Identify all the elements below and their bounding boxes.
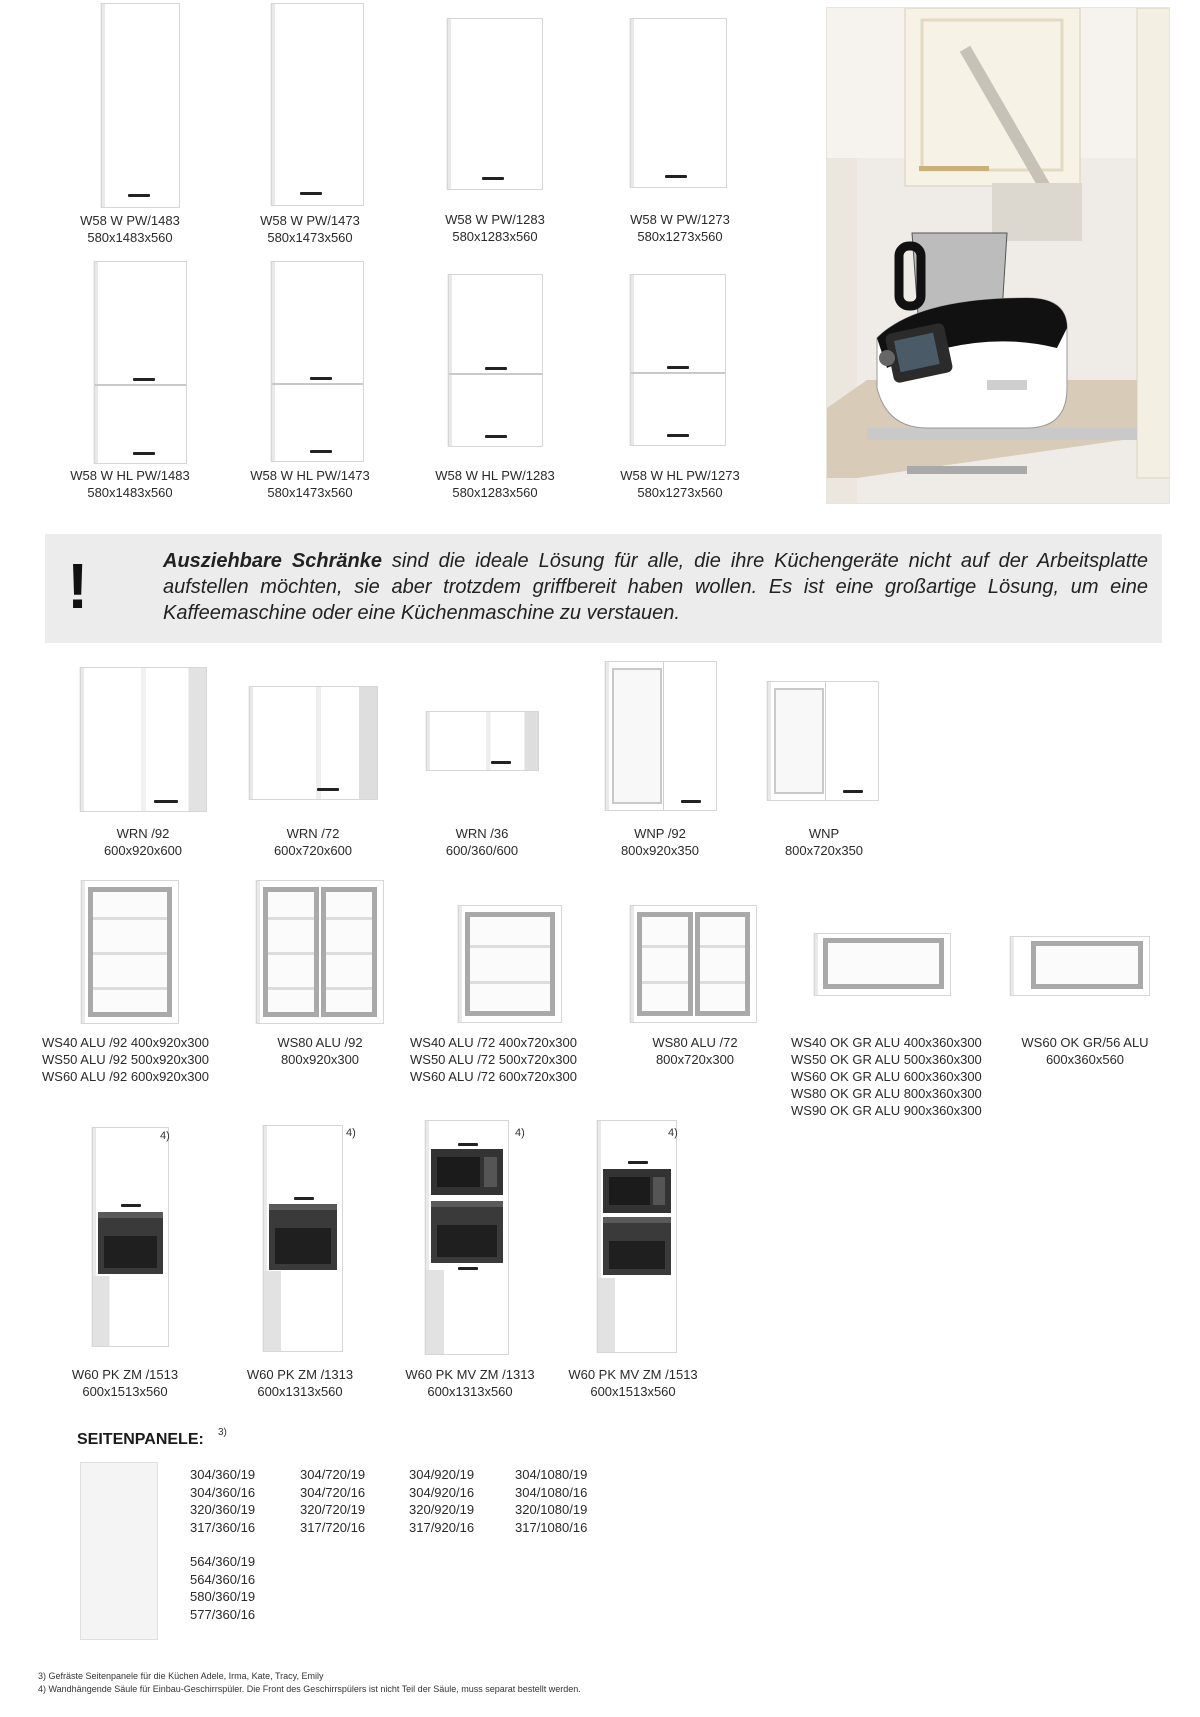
- cabinet-w58-pw-1283: [440, 18, 550, 190]
- glass-cabinet-ws-92: [80, 880, 180, 1024]
- cabinet-image: [448, 274, 543, 447]
- glass-cabinet-line: WS80 ALU /72: [652, 1035, 738, 1050]
- cabinet-dims: 800x920x350: [620, 843, 700, 858]
- cabinet-dims: 580x1483x560: [87, 230, 173, 245]
- panel-item: 304/720/19: [300, 1467, 366, 1482]
- column-dims: 600x1513x560: [82, 1384, 168, 1399]
- cabinet-image: [81, 880, 179, 1024]
- cabinet-code: WNP: [808, 826, 840, 841]
- cabinet-label: [235, 467, 385, 501]
- glass-cabinet-ws60-ok-gr-56: [1005, 936, 1155, 996]
- cabinet-image: [597, 1120, 677, 1353]
- panel-item: 564/360/16: [190, 1571, 256, 1587]
- glass-cabinet-line: WS80 ALU /92: [277, 1035, 363, 1050]
- panel-item: 317/360/16: [190, 1519, 256, 1535]
- glass-cabinet-ws80-92: [255, 880, 385, 1024]
- glass-cabinet-label: [1000, 1034, 1170, 1068]
- cabinet-image: [101, 3, 180, 208]
- cabinet-image: [630, 18, 727, 188]
- cabinet-image: [1010, 936, 1150, 996]
- cabinet-label: [749, 825, 899, 859]
- cabinet-dims: 580x1273x560: [637, 229, 723, 244]
- column-label: [390, 1366, 550, 1400]
- cabinet-label: [68, 825, 218, 859]
- cabinet-dims: 580x1273x560: [637, 485, 723, 500]
- glass-cabinet-line: WS50 OK GR ALU 500x360x300: [791, 1052, 982, 1067]
- cabinet-w58-hl-pw-1483: [80, 261, 200, 464]
- cabinet-label: [605, 211, 755, 245]
- column-w60-pk-mv-zm-1313: [422, 1120, 512, 1355]
- glass-cabinet-line: WS40 OK GR ALU 400x360x300: [791, 1035, 982, 1050]
- column-label: [225, 1366, 375, 1400]
- cabinet-w58-hl-pw-1473: [257, 261, 377, 462]
- cabinet-dims: 600/360/600: [445, 843, 519, 858]
- cabinet-code: WRN /36: [455, 826, 509, 841]
- panel-item: 320/720/19: [300, 1502, 366, 1517]
- panel-list-col1: [190, 1466, 255, 1536]
- glass-cabinet-line: WS60 OK GR/56 ALU: [1021, 1035, 1149, 1050]
- cabinet-image: [263, 1125, 343, 1352]
- panel-list-col2: [300, 1466, 365, 1536]
- column-w60-pk-zm-1513: [85, 1127, 175, 1347]
- glass-cabinet-line: WS50 ALU /92 500x920x300: [42, 1052, 209, 1067]
- glass-cabinet-line: WS90 OK GR ALU 900x360x300: [791, 1103, 982, 1118]
- glass-cabinet-line: 600x360x560: [1045, 1052, 1125, 1067]
- cabinet-label: [605, 467, 755, 501]
- column-code: W60 PK ZM /1513: [71, 1367, 179, 1382]
- cabinet-code: W58 W HL PW/1473: [250, 468, 370, 483]
- cabinet-w58-hl-pw-1273: [623, 274, 733, 446]
- footnote-marker: 3): [218, 1427, 227, 1438]
- footnote-marker: 4): [346, 1127, 356, 1139]
- column-dims: 600x1513x560: [590, 1384, 676, 1399]
- cabinet-w58-hl-pw-1283: [440, 274, 550, 447]
- cabinet-code: WNP /92: [634, 826, 686, 841]
- panel-item: 304/720/16: [300, 1484, 366, 1500]
- cabinet-label: [55, 467, 205, 501]
- cabinet-image: [630, 905, 757, 1023]
- glass-cabinet-line: WS40 ALU /92 400x920x300: [42, 1035, 209, 1050]
- panel-item: 317/720/16: [300, 1519, 366, 1535]
- panel-item: 304/1080/16: [515, 1484, 588, 1500]
- side-panels-title: SEITENPANELE:: [77, 1431, 204, 1448]
- cabinet-code: W58 W HL PW/1283: [435, 468, 555, 483]
- footnote-marker: 4): [160, 1130, 170, 1142]
- panel-item: 304/360/16: [190, 1484, 256, 1500]
- cabinet-dims: 580x1283x560: [452, 485, 538, 500]
- info-text: [163, 548, 1148, 626]
- panel-item: 577/360/16: [190, 1606, 256, 1622]
- cabinet-image: [630, 274, 726, 446]
- panel-item: 320/1080/19: [515, 1502, 588, 1517]
- cabinet-code: WRN /92: [116, 826, 170, 841]
- cabinet-image: [80, 667, 207, 812]
- panel-item: 564/360/19: [190, 1554, 256, 1569]
- cabinet-w58-pw-1483: [80, 3, 200, 208]
- column-w60-pk-zm-1313: [258, 1125, 348, 1352]
- glass-cabinet-ws80-72: [628, 905, 758, 1023]
- glass-cabinet-line: WS50 ALU /72 500x720x300: [410, 1052, 577, 1067]
- cabinet-label: [420, 211, 570, 245]
- cabinet-label: [407, 825, 557, 859]
- cabinet-image: [767, 681, 879, 801]
- cabinet-label: [235, 212, 385, 246]
- glass-cabinet-line: WS80 OK GR ALU 800x360x300: [791, 1086, 982, 1101]
- photo-illustration: [827, 8, 1170, 504]
- cabinet-image: [458, 905, 562, 1023]
- panel-item: 317/920/16: [409, 1519, 475, 1535]
- cabinet-w58-pw-1473: [257, 3, 377, 206]
- glass-cabinet-label: [410, 1034, 610, 1085]
- cabinet-label: [55, 212, 205, 246]
- cabinet-dims: 580x1473x560: [267, 485, 353, 500]
- cabinet-code: W58 W PW/1483: [80, 213, 180, 228]
- column-dims: 600x1313x560: [257, 1384, 343, 1399]
- column-w60-pk-mv-zm-1513: [592, 1120, 682, 1353]
- info-box: [45, 534, 1162, 643]
- cabinet-wnp-92: [603, 661, 718, 811]
- panel-item: 320/360/19: [190, 1502, 256, 1517]
- panel-item: 304/360/19: [190, 1467, 256, 1482]
- glass-cabinet-line: 800x920x300: [280, 1052, 360, 1067]
- cabinet-image: [271, 3, 364, 206]
- cabinet-code: WRN /72: [286, 826, 340, 841]
- footnote-4: 4) Wandhängende Säule für Einbau-Geschirrspüler. Die Front des Geschirrspülers ist nicht Teil der Säule, muss separat bestellt werden.: [38, 1684, 581, 1694]
- panel-list-col5: [190, 1553, 255, 1623]
- cabinet-image: [256, 880, 384, 1024]
- column-label: [553, 1366, 713, 1400]
- cabinet-wnp: [765, 681, 880, 801]
- footnote-3: 3) Gefräste Seitenpanele für die Küchen Adele, Irma, Kate, Tracy, Emily: [38, 1671, 324, 1681]
- glass-cabinet-line: WS60 ALU /72 600x720x300: [410, 1069, 577, 1084]
- glass-cabinet-ws-72: [455, 905, 565, 1023]
- glass-cabinet-line: WS60 ALU /92 600x920x300: [42, 1069, 209, 1084]
- glass-cabinet-label: [791, 1034, 1001, 1119]
- cabinet-wrn-92: [78, 667, 208, 812]
- cabinet-dims: 600x720x600: [273, 843, 353, 858]
- cabinet-image: [814, 933, 951, 996]
- cabinet-image: [271, 261, 364, 462]
- cabinet-dims: 580x1283x560: [452, 229, 538, 244]
- panel-list-col3: [409, 1466, 474, 1536]
- cabinet-dims: 800x720x350: [784, 843, 864, 858]
- panel-item: 304/920/19: [409, 1467, 475, 1482]
- footnote-marker: 4): [515, 1127, 525, 1139]
- column-label: [50, 1366, 200, 1400]
- column-code: W60 PK MV ZM /1313: [405, 1367, 535, 1382]
- panel-item: 304/1080/19: [515, 1467, 588, 1482]
- glass-cabinet-label: [42, 1034, 242, 1085]
- column-dims: 600x1313x560: [427, 1384, 513, 1399]
- cabinet-code: W58 W PW/1283: [445, 212, 545, 227]
- cabinet-image: [426, 711, 539, 771]
- panel-item: 317/1080/16: [515, 1519, 588, 1535]
- column-code: W60 PK ZM /1313: [246, 1367, 354, 1382]
- cabinet-code: W58 W PW/1473: [260, 213, 360, 228]
- cabinet-image: [94, 261, 187, 464]
- cabinet-wrn-72: [248, 686, 378, 800]
- exclamation-mark-icon: !: [67, 550, 89, 622]
- kitchen-appliance-photo: [826, 7, 1170, 504]
- cabinet-wrn-36: [425, 711, 540, 771]
- footnote-marker: 4): [668, 1127, 678, 1139]
- info-text-bold: Ausziehbare Schränke: [163, 550, 382, 572]
- cabinet-label: [585, 825, 735, 859]
- side-panel-image: [80, 1462, 158, 1640]
- cabinet-w58-pw-1273: [623, 18, 733, 188]
- column-code: W60 PK MV ZM /1513: [568, 1367, 698, 1382]
- cabinet-image: [92, 1127, 169, 1347]
- cabinet-image: [249, 686, 378, 800]
- panel-item: 320/920/19: [409, 1502, 475, 1517]
- cabinet-image: [447, 18, 543, 190]
- panel-item: 304/920/16: [409, 1484, 475, 1500]
- glass-cabinet-line: WS60 OK GR ALU 600x360x300: [791, 1069, 982, 1084]
- cabinet-dims: 580x1473x560: [267, 230, 353, 245]
- panel-list-col4: [515, 1466, 587, 1536]
- glass-cabinet-line: 800x720x300: [655, 1052, 735, 1067]
- panel-item: 580/360/19: [190, 1589, 256, 1604]
- cabinet-dims: 600x920x600: [103, 843, 183, 858]
- glass-cabinet-ws-ok-gr: [812, 933, 952, 996]
- cabinet-code: W58 W HL PW/1483: [70, 468, 190, 483]
- cabinet-image: [605, 661, 717, 811]
- cabinet-label: [420, 467, 570, 501]
- cabinet-code: W58 W PW/1273: [630, 212, 730, 227]
- cabinet-image: [425, 1120, 509, 1355]
- glass-cabinet-line: WS40 ALU /72 400x720x300: [410, 1035, 577, 1050]
- cabinet-label: [238, 825, 388, 859]
- info-text-body: sind die ideale Lösung für alle, die ihre Küchengeräte nicht auf der Arbeitsplatte aufstellen möchten, sie aber trotzdem griffbereit haben wollen. Es ist eine großartige Lösung, um eine Kaffeemaschine oder eine Küchenmaschine zu verstauen.: [163, 550, 1148, 624]
- glass-cabinet-label: [620, 1034, 770, 1068]
- cabinet-code: W58 W HL PW/1273: [620, 468, 740, 483]
- cabinet-dims: 580x1483x560: [87, 485, 173, 500]
- glass-cabinet-label: [245, 1034, 395, 1068]
